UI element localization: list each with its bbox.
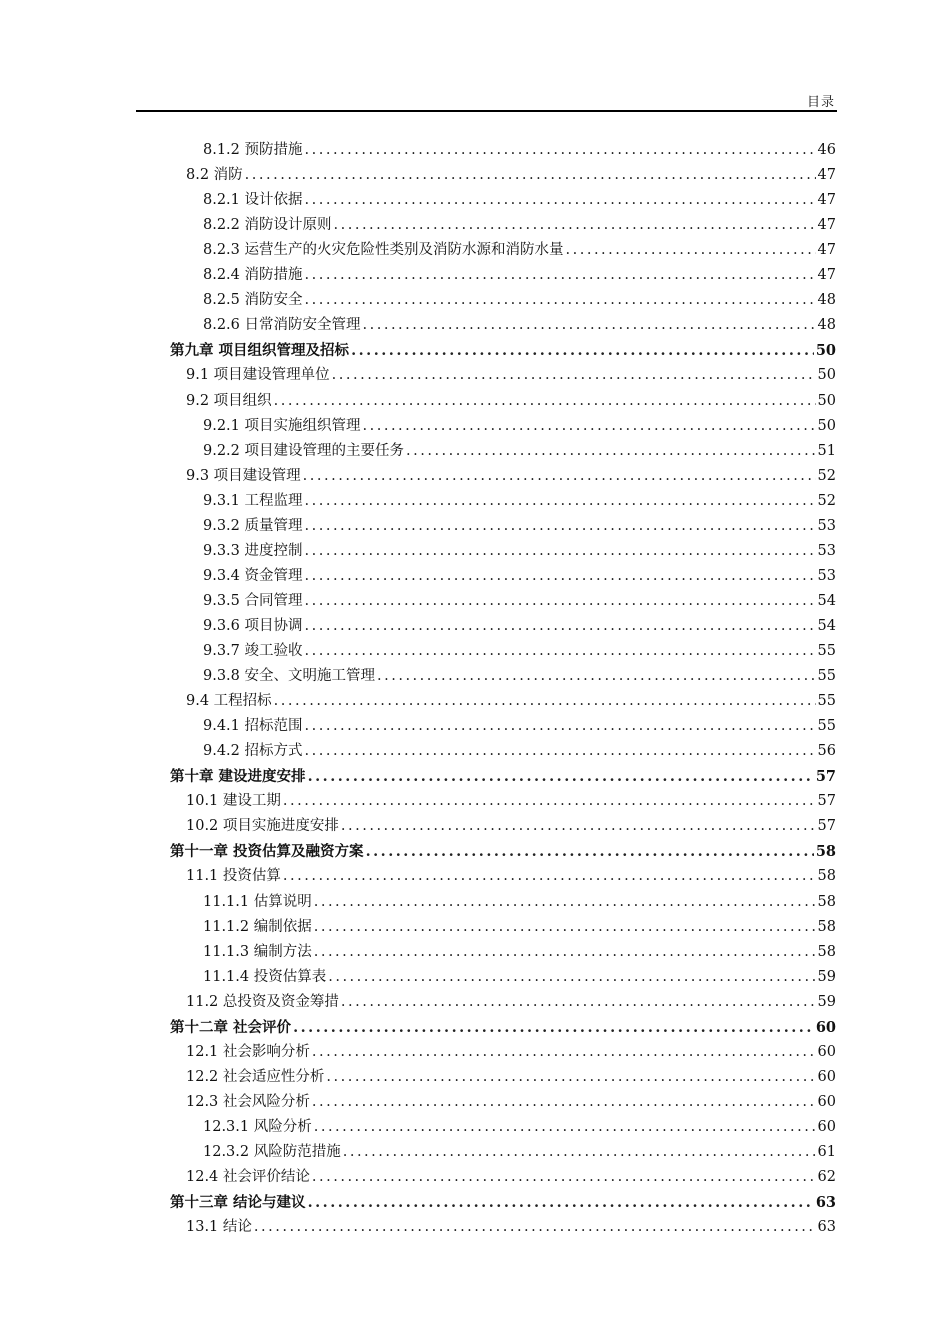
toc-entry-page: 47 xyxy=(817,167,836,184)
dot-leader xyxy=(366,839,814,864)
toc-entry[interactable] xyxy=(203,263,836,288)
toc-entry[interactable] xyxy=(203,288,836,313)
toc-entry-label: 8.2.3 运营生产的火灾危险性类别及消防水源和消防水量 xyxy=(203,242,564,259)
page-header xyxy=(136,86,837,112)
toc-entry-label: 9.4.2 招标方式 xyxy=(203,743,303,760)
dot-leader xyxy=(305,138,816,163)
toc-entry[interactable] xyxy=(203,589,836,614)
toc-entry-page: 47 xyxy=(817,267,836,284)
toc-entry-page: 53 xyxy=(817,517,836,534)
dot-leader xyxy=(341,814,816,839)
toc-entry[interactable] xyxy=(203,138,836,163)
toc-entry[interactable] xyxy=(186,814,836,839)
toc-entry-page: 48 xyxy=(817,317,836,334)
toc-entry-label: 第十一章 投资估算及融资方案 xyxy=(170,843,364,861)
toc-entry-label: 11.2 总投资及资金筹措 xyxy=(186,993,339,1010)
dot-leader xyxy=(343,1140,816,1165)
toc-entry-label: 13.1 结论 xyxy=(186,1219,252,1236)
toc-entry-label: 11.1 投资估算 xyxy=(186,868,281,885)
header-title: 目录 xyxy=(806,95,835,110)
toc-entry-label: 9.3.6 项目协调 xyxy=(203,617,303,634)
toc-entry-page: 59 xyxy=(817,968,836,985)
dot-leader xyxy=(308,1190,814,1215)
toc-entry-page: 60 xyxy=(815,1018,836,1036)
toc-entry-label: 11.1.1 估算说明 xyxy=(203,893,312,910)
toc-entry-page: 58 xyxy=(817,868,836,885)
toc-entry[interactable] xyxy=(170,1015,836,1040)
toc-entry-label: 9.2.2 项目建设管理的主要任务 xyxy=(203,442,405,459)
toc-entry-label: 11.1.4 投资估算表 xyxy=(203,968,327,985)
toc-entry[interactable] xyxy=(203,188,836,213)
toc-entry-page: 57 xyxy=(817,793,836,810)
toc-entry[interactable] xyxy=(186,1040,836,1065)
toc-entry[interactable] xyxy=(203,414,836,439)
toc-entry[interactable] xyxy=(186,990,836,1015)
dot-leader xyxy=(406,439,816,464)
toc-entry-label: 12.2 社会适应性分析 xyxy=(186,1068,325,1085)
toc-entry-label: 第十章 建设进度安排 xyxy=(170,768,306,786)
dot-leader xyxy=(283,789,816,814)
dot-leader xyxy=(274,389,816,414)
toc-entry[interactable] xyxy=(203,714,836,739)
toc-entry[interactable] xyxy=(203,539,836,564)
dot-leader xyxy=(305,263,816,288)
dot-leader xyxy=(326,1065,815,1090)
dot-leader xyxy=(314,890,816,915)
dot-leader xyxy=(312,1040,816,1065)
toc-entry[interactable] xyxy=(170,1190,836,1215)
toc-entry-page: 52 xyxy=(817,467,836,484)
toc-entry[interactable] xyxy=(186,864,836,889)
dot-leader xyxy=(314,940,816,965)
dot-leader xyxy=(566,238,816,263)
toc-entry[interactable] xyxy=(203,1115,836,1140)
toc-entry-page: 53 xyxy=(817,567,836,584)
dot-leader xyxy=(312,1090,816,1115)
dot-leader xyxy=(305,614,816,639)
dot-leader xyxy=(341,990,816,1015)
toc-entry-page: 46 xyxy=(817,142,836,158)
toc-entry-page: 63 xyxy=(815,1194,836,1212)
toc-entry-page: 60 xyxy=(817,1068,836,1085)
dot-leader xyxy=(305,489,816,514)
dot-leader xyxy=(334,213,816,238)
toc-entry[interactable] xyxy=(203,1140,836,1165)
toc-entry-label: 第十二章 社会评价 xyxy=(170,1018,292,1036)
toc-entry[interactable] xyxy=(203,614,836,639)
dot-leader xyxy=(305,564,816,589)
dot-leader xyxy=(328,965,815,990)
toc-entry-page: 55 xyxy=(817,693,836,710)
toc-entry-label: 12.3 社会风险分析 xyxy=(186,1093,310,1110)
toc-entry-page: 58 xyxy=(815,843,836,861)
toc-entry-label: 9.3.8 安全、文明施工管理 xyxy=(203,668,376,685)
toc-entry-label: 12.3.1 风险分析 xyxy=(203,1118,312,1135)
toc-entry-label: 9.3.5 合同管理 xyxy=(203,592,303,609)
toc-entry-page: 61 xyxy=(817,1144,836,1160)
toc-entry[interactable] xyxy=(203,664,836,689)
toc-entry-label: 8.2 消防 xyxy=(186,167,243,184)
toc-entry-page: 50 xyxy=(817,417,836,434)
toc-entry-label: 8.2.2 消防设计原则 xyxy=(203,217,332,234)
toc-entry-page: 47 xyxy=(817,242,836,259)
toc-entry-page: 55 xyxy=(817,718,836,735)
toc-entry-label: 8.2.5 消防安全 xyxy=(203,292,303,309)
toc-entry-page: 55 xyxy=(817,643,836,659)
toc-entry-label: 第十三章 结论与建议 xyxy=(170,1194,306,1212)
toc-entry[interactable] xyxy=(203,890,836,915)
toc-entry-page: 50 xyxy=(817,367,836,384)
toc-entry-page: 52 xyxy=(817,492,836,509)
dot-leader xyxy=(245,163,816,188)
toc-entry-label: 12.4 社会评价结论 xyxy=(186,1169,310,1186)
toc-entry-page: 57 xyxy=(817,818,836,835)
toc-entry-page: 60 xyxy=(817,1118,836,1135)
toc-entry-label: 8.2.1 设计依据 xyxy=(203,192,303,209)
dot-leader xyxy=(312,1165,816,1190)
toc-entry[interactable] xyxy=(170,338,836,363)
toc-entry-page: 58 xyxy=(817,893,836,910)
toc-entry-label: 9.3.4 资金管理 xyxy=(203,567,303,584)
dot-leader xyxy=(305,288,816,313)
toc-entry-page: 57 xyxy=(815,768,836,786)
dot-leader xyxy=(254,1215,816,1240)
toc-entry[interactable] xyxy=(203,940,836,965)
toc-entry[interactable] xyxy=(170,839,836,864)
toc-entry-label: 8.2.4 消防措施 xyxy=(203,267,303,284)
toc-entry-page: 60 xyxy=(817,1093,836,1110)
toc-entry[interactable] xyxy=(203,739,836,764)
dot-leader xyxy=(332,363,816,388)
toc-entry-page: 47 xyxy=(817,192,836,209)
dot-leader xyxy=(314,1115,816,1140)
toc-entry-label: 9.4 工程招标 xyxy=(186,693,272,710)
toc-entry-page: 62 xyxy=(817,1169,836,1186)
toc-entry-page: 59 xyxy=(817,993,836,1010)
toc-entry-label: 11.1.3 编制方法 xyxy=(203,943,312,960)
toc-entry-page: 56 xyxy=(817,743,836,760)
dot-leader xyxy=(305,714,816,739)
dot-leader xyxy=(377,664,816,689)
dot-leader xyxy=(305,589,816,614)
toc-entry[interactable] xyxy=(203,238,836,263)
toc-entry-page: 53 xyxy=(817,542,836,559)
toc-entry[interactable] xyxy=(203,489,836,514)
toc-entry-label: 9.4.1 招标范围 xyxy=(203,718,303,735)
toc-entry-label: 8.1.2 预防措施 xyxy=(203,142,303,158)
toc-entry[interactable] xyxy=(186,389,836,414)
toc-entry-page: 50 xyxy=(815,342,836,360)
toc-entry[interactable] xyxy=(186,163,836,188)
dot-leader xyxy=(363,414,816,439)
toc-entry-page: 58 xyxy=(817,943,836,960)
toc-entry[interactable] xyxy=(203,313,836,338)
toc-entry-label: 12.1 社会影响分析 xyxy=(186,1043,310,1060)
toc-entry-label: 9.3 项目建设管理 xyxy=(186,467,301,484)
toc-entry-page: 54 xyxy=(817,617,836,634)
toc-entry-page: 60 xyxy=(817,1043,836,1060)
toc-entry-label: 9.2.1 项目实施组织管理 xyxy=(203,417,361,434)
toc-entry-label: 9.3.3 进度控制 xyxy=(203,542,303,559)
toc-entry[interactable] xyxy=(203,213,836,238)
toc-entry-label: 12.3.2 风险防范措施 xyxy=(203,1144,341,1160)
dot-leader xyxy=(363,313,816,338)
toc-entry-label: 9.3.7 竣工验收 xyxy=(203,643,303,659)
toc-entry[interactable] xyxy=(203,915,836,940)
dot-leader xyxy=(283,864,816,889)
dot-leader xyxy=(305,639,816,664)
toc-entry-page: 63 xyxy=(817,1219,836,1236)
toc-entry-label: 9.2 项目组织 xyxy=(186,392,272,409)
toc-entry[interactable] xyxy=(186,464,836,489)
dot-leader xyxy=(351,338,814,363)
toc-entry-label: 9.3.2 质量管理 xyxy=(203,517,303,534)
dot-leader xyxy=(308,764,814,789)
dot-leader xyxy=(274,689,816,714)
toc-entry[interactable] xyxy=(186,1090,836,1115)
toc-entry-page: 50 xyxy=(817,392,836,409)
dot-leader xyxy=(305,539,816,564)
toc-entry[interactable] xyxy=(203,439,836,464)
dot-leader xyxy=(305,514,816,539)
dot-leader xyxy=(293,1015,814,1040)
toc-entry-page: 51 xyxy=(817,442,836,459)
dot-leader xyxy=(305,739,816,764)
toc-entry[interactable] xyxy=(203,639,836,664)
toc-entry[interactable] xyxy=(170,764,836,789)
toc-entry[interactable] xyxy=(186,363,836,388)
toc-entry-page: 54 xyxy=(817,592,836,609)
toc-entry[interactable] xyxy=(186,689,836,714)
toc-entry[interactable] xyxy=(186,789,836,814)
toc-entry-page: 58 xyxy=(817,918,836,935)
dot-leader xyxy=(303,464,816,489)
toc-entry-label: 10.1 建设工期 xyxy=(186,793,281,810)
toc-entry-label: 9.1 项目建设管理单位 xyxy=(186,367,330,384)
toc-entry-page: 55 xyxy=(817,668,836,685)
toc-entry[interactable] xyxy=(203,514,836,539)
toc-entry-page: 47 xyxy=(817,217,836,234)
toc-entry-label: 10.2 项目实施进度安排 xyxy=(186,818,339,835)
toc-entry-label: 8.2.6 日常消防安全管理 xyxy=(203,317,361,334)
toc-entry[interactable] xyxy=(203,965,836,990)
toc-entry-label: 9.3.1 工程监理 xyxy=(203,492,303,509)
toc-entry[interactable] xyxy=(186,1215,836,1240)
dot-leader xyxy=(314,915,816,940)
toc-entry[interactable] xyxy=(186,1165,836,1190)
toc-entry-page: 48 xyxy=(817,292,836,309)
dot-leader xyxy=(305,188,816,213)
toc-entry[interactable] xyxy=(203,564,836,589)
toc-entry-label: 第九章 项目组织管理及招标 xyxy=(170,342,350,360)
toc-entry-label: 11.1.2 编制依据 xyxy=(203,918,312,935)
toc-entry[interactable] xyxy=(186,1065,836,1090)
